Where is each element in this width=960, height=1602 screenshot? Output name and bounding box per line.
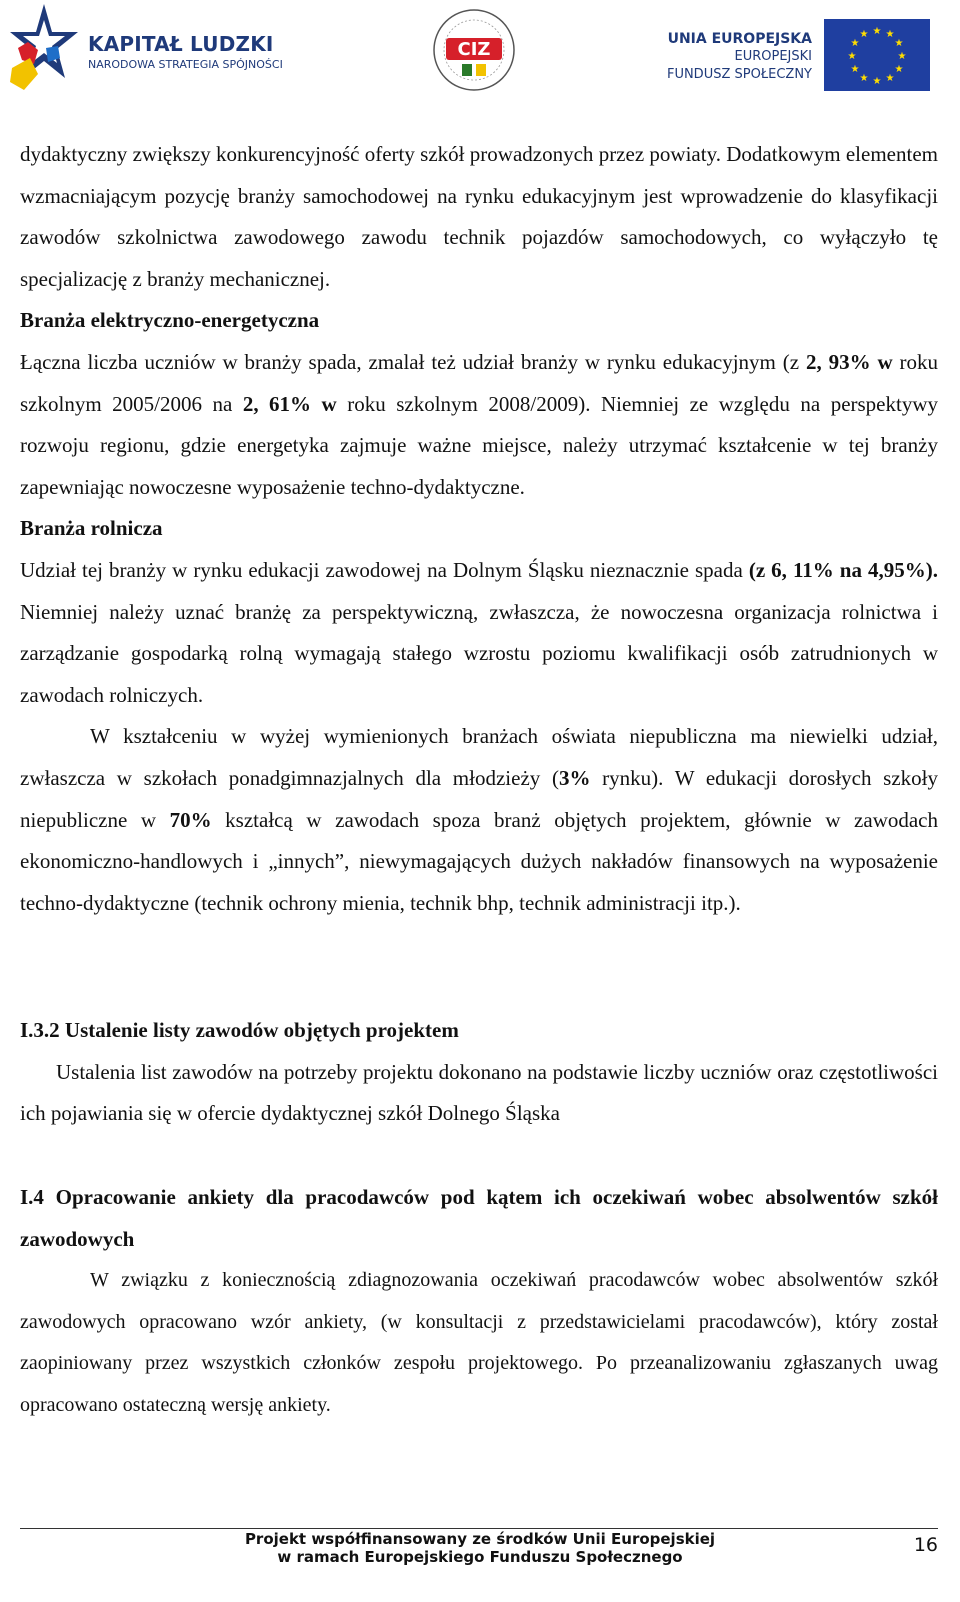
- spacer: [20, 1135, 938, 1177]
- kapital-ludzki-subtitle: NARODOWA STRATEGIA SPÓJNOŚCI: [88, 58, 283, 71]
- svg-text:★: ★: [872, 76, 882, 87]
- kapital-ludzki-title: KAPITAŁ LUDZKI: [88, 32, 274, 56]
- bold-value-2008: 2, 61% w: [242, 391, 337, 416]
- kapital-ludzki-logo: [8, 2, 308, 94]
- paragraph-electrical-energy: [20, 342, 938, 508]
- paragraph-private-education: [20, 716, 938, 924]
- document-body: [20, 134, 938, 1427]
- svg-text:★: ★: [850, 64, 860, 75]
- text-segment: Niemniej należy uznać branżę za perspektywiczną, zwłaszcza, że nowoczesna organizacja rolnictwa i zarządzanie gospodarką rolną wymagają stałego wzrostu poziomu kwalifikacji osób zatrudnionych w zawodach rolniczych.: [20, 599, 938, 707]
- ciz-logo-text: CIZ: [457, 39, 491, 60]
- footer-line-1: Projekt współfinansowany ze środków Unii Europejskiej: [244, 1530, 716, 1548]
- text-segment: Łączna liczba uczniów w branży spada, zmalał też udział branży w rynku edukacyjnym (z: [20, 349, 806, 374]
- page-footer: [0, 1520, 960, 1602]
- paragraph-agriculture: [20, 550, 938, 716]
- ciz-logo: [432, 8, 516, 92]
- heading-section-1-4: I.4 Opracowanie ankiety dla pracodawców pod kątem ich oczekiwań wobec absolwentów szkół zawodowych: [20, 1185, 938, 1251]
- footer-line-2: w ramach Europejskiego Funduszu Społecznego: [277, 1548, 683, 1566]
- svg-text:★: ★: [894, 64, 904, 75]
- text-segment: roku szkolnym 2008/2009). Niemniej ze względu na perspektywy rozwoju regionu, gdzie energetyka zajmuje ważne miejsce, należy utrzymać kształcenie w tej branży zapewniając nowoczesne wyposażenie techno-dydaktyczne.: [20, 391, 938, 499]
- bold-value-3-percent: 3%: [558, 765, 591, 790]
- paragraph-occupations-list: Ustalenia list zawodów na potrzeby projektu dokonano na podstawie liczby uczniów oraz częstotliwości ich pojawiania się w ofercie dydaktycznej szkół Dolnego Śląska: [20, 1059, 938, 1126]
- bold-value-2005: 2, 93% w: [805, 349, 893, 374]
- svg-text:★: ★: [872, 26, 882, 37]
- svg-text:★: ★: [859, 73, 869, 84]
- kapital-ludzki-star-icon: [8, 2, 80, 94]
- footer-divider: [20, 1528, 938, 1529]
- svg-text:★: ★: [850, 38, 860, 49]
- spacer: [20, 924, 938, 1010]
- svg-text:★: ★: [894, 38, 904, 49]
- text-segment: rynku). W edukacji dorosłych szkoły niepubliczne w: [20, 765, 938, 832]
- page-number: 16: [913, 1534, 938, 1556]
- heading-agriculture: Branża rolnicza: [20, 516, 163, 541]
- svg-text:★: ★: [885, 73, 895, 84]
- svg-text:★: ★: [885, 29, 895, 40]
- svg-text:★: ★: [859, 29, 869, 40]
- footer-text: [0, 1530, 960, 1566]
- eu-text-block: [667, 30, 812, 84]
- text-segment: kształcą w zawodach spoza branż objętych projektem, głównie w zawodach ekonomiczno-handlowych i „innych”, niewymagających dużych nakładów finansowych na wyposażenie techno-dydaktyczne (technik ochrony mienia, technik bhp, technik administracji itp.).: [20, 807, 939, 915]
- eu-flag-icon: [824, 19, 930, 91]
- svg-text:★: ★: [897, 51, 907, 62]
- svg-text:★: ★: [847, 51, 857, 62]
- bold-value-agriculture: (z 6, 11% na 4,95%).: [748, 557, 939, 582]
- heading-section-1-3-2: I.3.2 Ustalenie listy zawodów objętych projektem: [20, 1018, 459, 1043]
- page-header: [0, 0, 960, 110]
- text-segment: W kształceniu w wyżej wymienionych branżach oświata niepubliczna ma niewielki udział, zwłaszcza w szkołach ponadgimnazjalnych dla młodzieży (: [20, 724, 938, 790]
- paragraph-automotive: dydaktyczny zwiększy konkurencyjność oferty szkół prowadzonych przez powiaty. Dodatkowym elementem wzmacniającym pozycję branży samochodowej na rynku edukacyjnym jest wprowadzenie do klasyfikacji zawodów szkolnictwa zawodowego zawodu technik pojazdów samochodowych, co wyłączyło tę specjalizację z branży mechanicznej.: [20, 142, 938, 291]
- text-segment: Udział tej branży w rynku edukacji zawodowej na Dolnym Śląsku nieznacznie spada: [20, 557, 749, 582]
- eu-subtitle-2: FUNDUSZ SPOŁECZNY: [666, 67, 812, 82]
- heading-electrical-energy: Branża elektryczno-energetyczna: [20, 308, 320, 333]
- eu-title: UNIA EUROPEJSKA: [667, 31, 812, 47]
- text-segment: roku szkolnym 2005/2006 na: [20, 349, 938, 416]
- eu-subtitle-1: EUROPEJSKI: [734, 49, 812, 64]
- bold-value-70-percent: 70%: [169, 807, 212, 832]
- paragraph-survey: W związku z koniecznością zdiagnozowania oczekiwań pracodawców wobec absolwentów szkół zawodowych opracowano wzór ankiety, (w konsultacji z przedstawicielami pracodawców), który został zaopiniowany przez wszystkich członków zespołu projektowego. Po przeanalizowaniu zgłaszanych uwag opracowano ostateczną wersję ankiety.: [20, 1269, 938, 1417]
